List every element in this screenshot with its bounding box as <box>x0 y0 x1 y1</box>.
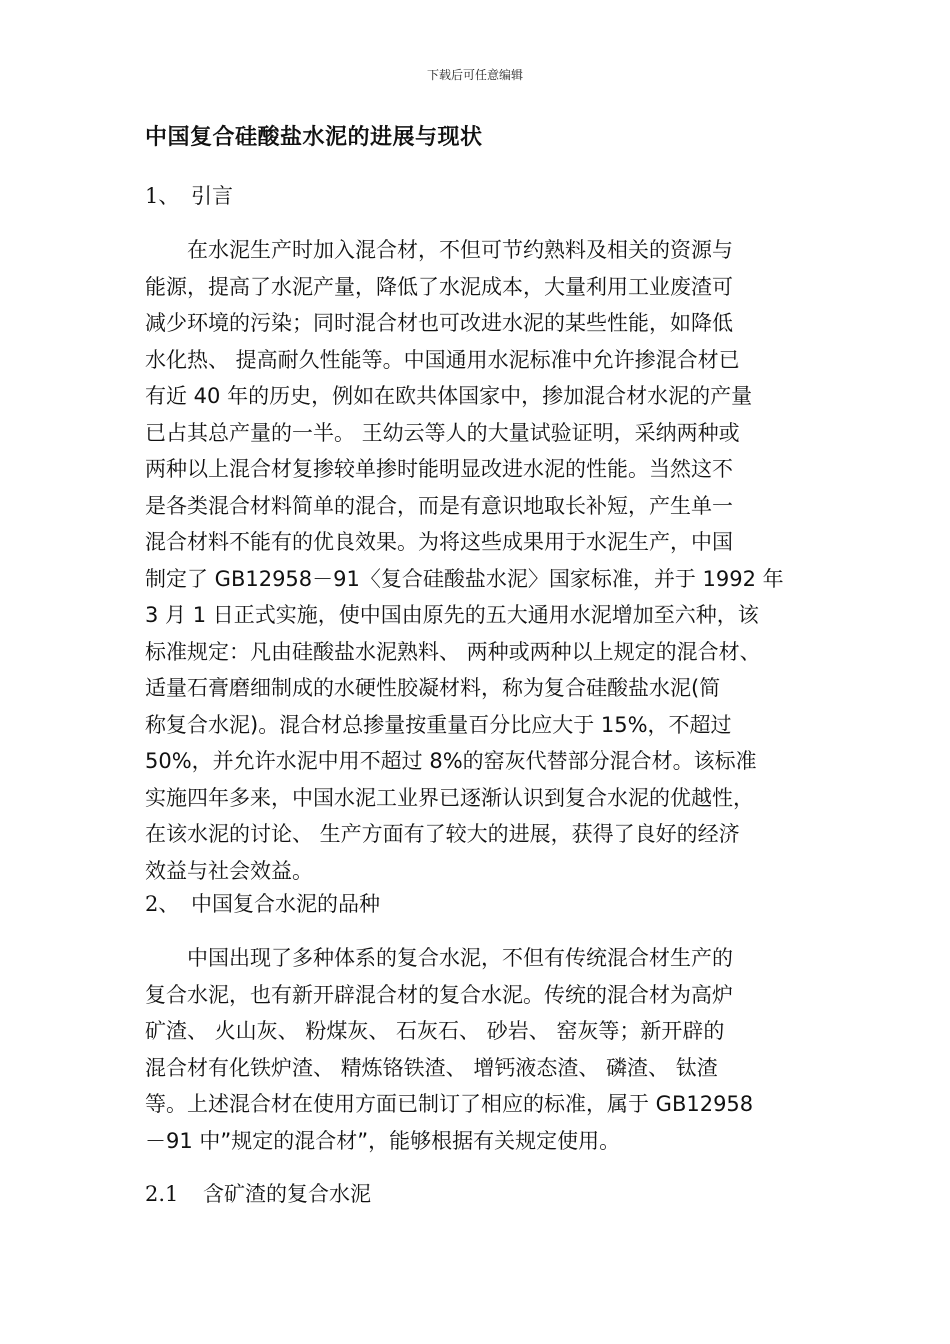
section-1-title: 引言 <box>191 184 233 208</box>
paragraph-line: 50%，并允许水泥中用不超过 8%的窑灰代替部分混合材。该标准 <box>145 749 757 773</box>
paragraph-line: 中国出现了多种体系的复合水泥，不但有传统混合材生产的 <box>145 946 733 970</box>
paragraph-line: 混合材有化铁炉渣、 精炼铬铁渣、 增钙液态渣、 磷渣、 钛渣 <box>145 1055 718 1080</box>
document-title: 中国复合硅酸盐水泥的进展与现状 <box>145 125 483 150</box>
paragraph-line: 实施四年多来，中国水泥工业界已逐渐认识到复合水泥的优越性， <box>145 785 754 810</box>
section-1-paragraph <box>145 232 815 889</box>
section-1-number: 1、 <box>145 184 180 208</box>
section-2-1-number: 2.1 <box>145 1182 179 1206</box>
paragraph-line: 复合水泥，也有新开辟混合材的复合水泥。传统的混合材为高炉 <box>145 982 733 1007</box>
paragraph-line: 减少环境的污染；同时混合材也可改进水泥的某些性能，如降低 <box>145 311 733 335</box>
section-2-1-title: 含矿渣的复合水泥 <box>203 1182 371 1206</box>
header-note: 下载后可任意编辑 <box>426 68 523 82</box>
section-2-number: 2、 <box>145 892 180 916</box>
paragraph-line: 水化热、 提高耐久性能等。中国通用水泥标准中允许掺混合材已 <box>145 347 740 372</box>
paragraph-line: 两种以上混合材复掺较单掺时能明显改进水泥的性能。当然这不 <box>145 457 733 481</box>
paragraph-line: 在该水泥的讨论、 生产方面有了较大的进展，获得了良好的经济 <box>145 822 740 846</box>
paragraph-line: 能源，提高了水泥产量，降低了水泥成本，大量利用工业废渣可 <box>145 274 733 299</box>
paragraph-line: 等。上述混合材在使用方面已制订了相应的标准，属于 GB12958 <box>145 1092 754 1116</box>
paragraph-line: －91 中”规定的混合材”，能够根据有关规定使用。 <box>145 1128 621 1153</box>
paragraph-line: 效益与社会效益。 <box>145 858 313 883</box>
paragraph-line: 标准规定：凡由硅酸盐水泥熟料、 两种或两种以上规定的混合材、 <box>145 639 761 664</box>
section-2-title: 中国复合水泥的品种 <box>191 892 380 916</box>
paragraph-line: 在水泥生产时加入混合材，不但可节约熟料及相关的资源与 <box>145 238 733 262</box>
paragraph-line: 称复合水泥)。混合材总掺量按重量百分比应大于 15%，不超过 <box>145 712 732 737</box>
paragraph-line: 制定了 GB12958－91〈复合硅酸盐水泥〉国家标准，并于 1992 年 <box>145 566 784 591</box>
paragraph-line: 3 月 1 日正式实施，使中国由原先的五大通用水泥增加至六种，该 <box>145 603 759 627</box>
paragraph-line: 混合材料不能有的优良效果。为将这些成果用于水泥生产，中国 <box>145 530 733 554</box>
paragraph-line: 已占其总产量的一半。 王幼云等人的大量试验证明，采纳两种或 <box>145 420 740 445</box>
paragraph-line: 矿渣、 火山灰、 粉煤灰、 石灰石、 砂岩、 窑灰等；新开辟的 <box>145 1019 725 1043</box>
paragraph-line: 是各类混合材料简单的混合，而是有意识地取长补短，产生单一 <box>145 493 733 518</box>
section-1-heading <box>145 180 233 210</box>
section-2-heading <box>145 888 380 918</box>
paragraph-line: 适量石膏磨细制成的水硬性胶凝材料，称为复合硅酸盐水泥(简 <box>145 676 721 700</box>
section-2-paragraph <box>145 940 815 1159</box>
paragraph-line: 有近 40 年的历史，例如在欧共体国家中，掺加混合材水泥的产量 <box>145 384 753 408</box>
section-2-1-heading <box>145 1178 371 1208</box>
